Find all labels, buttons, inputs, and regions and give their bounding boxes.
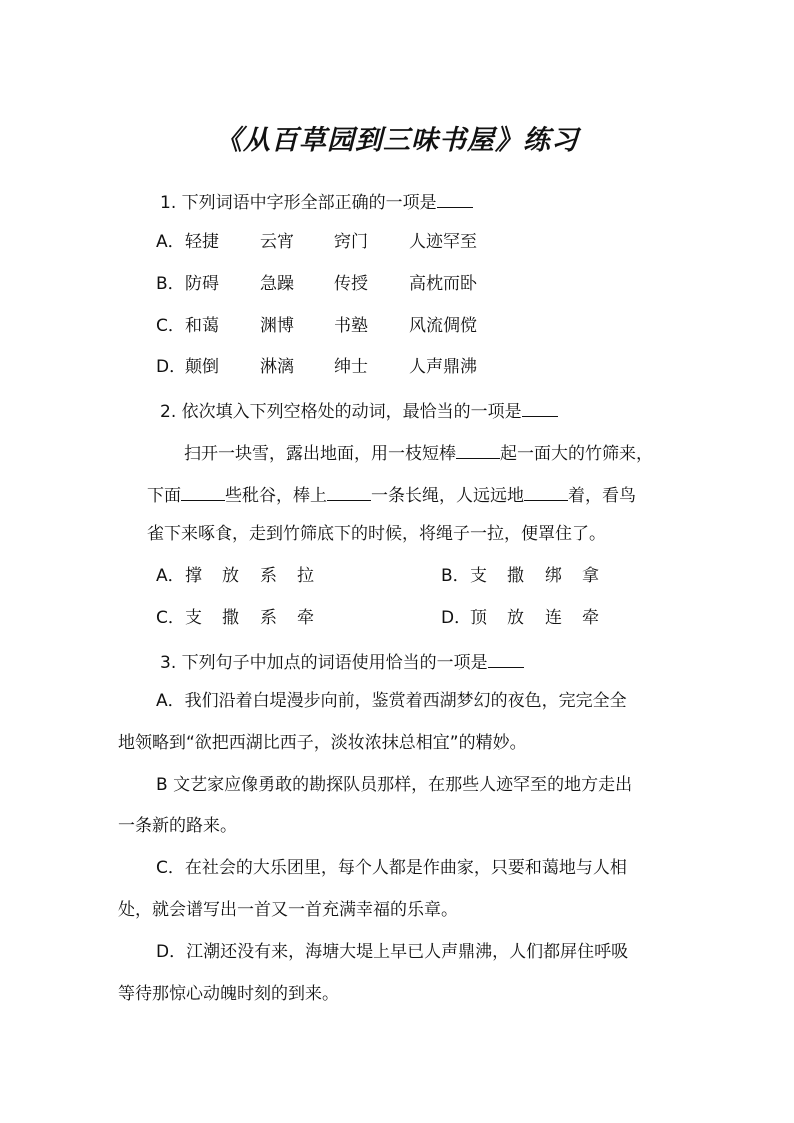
passage-text: 下面 [147,486,181,506]
q3-option-c-line-1: C．在社会的大乐团里，每个人都是作曲家，只要和蔼地与人相 [156,858,627,878]
option-letter: B． [441,566,470,586]
q2-passage-line-1 [184,440,653,465]
passage-text: 着，看鸟 [568,486,636,506]
option-word: 系 [260,566,277,586]
option-word: 传授 [334,274,368,294]
option-word: 和蔼 [185,316,219,336]
option-word: 颠倒 [185,357,219,377]
option-letter: A． [156,566,185,586]
option-word: 人迹罕至 [409,232,477,252]
option-word: 云宵 [260,232,294,252]
option-word: 窍门 [334,232,368,252]
option-word: 拉 [297,566,314,586]
option-word: 人声鼎沸 [409,357,477,377]
option-letter: D． [441,608,472,628]
option-letter: B． [156,274,185,294]
option-word: 支 [185,608,202,628]
q2-passage-line-2 [147,482,636,507]
option-word: 放 [222,566,239,586]
passage-text: 一条长绳，人远远地 [371,486,524,506]
question-3-stem: 3. 下列句子中加点的词语使用恰当的一项是 [160,653,488,673]
option-word: 拿 [582,566,599,586]
q2-option-d [441,607,599,629]
q2-option-a [156,565,314,587]
option-word: 渊博 [260,316,294,336]
option-word: 撑 [185,566,202,586]
q2-option-c [156,607,314,629]
q1-option-d [156,356,477,378]
option-word: 撒 [507,566,524,586]
option-word: 轻捷 [185,232,219,252]
question-1 [160,189,473,214]
answer-blank [522,398,558,417]
fill-blank [456,440,500,459]
q3-option-a-line-1: A．我们沿着白堤漫步向前，鉴赏着西湖梦幻的夜色，完完全全 [156,691,627,711]
answer-blank [488,649,524,668]
option-letter: C． [156,608,185,628]
option-word: 支 [470,566,487,586]
q3-option-c-line-2: 处，就会谱写出一首又一首充满幸福的乐章。 [118,900,458,920]
q1-option-c [156,315,477,337]
q3-option-a-line-2: 地领略到“欲把西湖比西子，淡妆浓抹总相宜”的精妙。 [118,733,527,753]
fill-blank [181,482,225,501]
fill-blank [327,482,371,501]
passage-text: 些秕谷，棒上 [225,486,327,506]
option-letter: C． [156,316,185,336]
option-word: 系 [260,608,277,628]
option-letter: D． [156,357,187,377]
q3-option-b-line-1: B 文艺家应像勇敢的勘探队员那样，在那些人迹罕至的地方走出 [156,775,633,795]
question-1-stem: 1. 下列词语中字形全部正确的一项是 [160,193,437,213]
option-word: 风流倜傥 [409,316,477,336]
option-word: 绅士 [334,357,368,377]
page-title: 《从百草园到三味书屋》练习 [215,125,579,156]
fill-blank [524,482,568,501]
passage-text: 扫开一块雪，露出地面，用一枝短棒 [184,444,456,464]
option-word: 书塾 [334,316,368,336]
option-word: 急躁 [260,274,294,294]
passage-text: 起一面大的竹筛来， [500,444,653,464]
option-word: 顶 [470,608,487,628]
option-letter: A． [156,232,185,252]
question-3 [160,649,524,674]
question-2 [160,398,558,423]
option-word: 放 [507,608,524,628]
option-word: 高枕而卧 [409,274,477,294]
option-word: 牵 [297,608,314,628]
q3-option-b-line-2: 一条新的路来。 [118,816,237,836]
option-word: 防碍 [185,274,219,294]
q2-option-b [441,565,599,587]
answer-blank [437,189,473,208]
question-2-stem: 2. 依次填入下列空格处的动词，最恰当的一项是 [160,402,522,422]
option-word: 牵 [582,608,599,628]
option-word: 淋漓 [260,357,294,377]
q1-option-a [156,231,477,253]
option-word: 撒 [222,608,239,628]
passage-text: 雀下来啄食，走到竹筛底下的时候，将绳子一拉，便罩住了。 [147,524,606,544]
q1-option-b [156,273,477,295]
option-word: 绑 [545,566,562,586]
q3-option-d-line-1: D．江潮还没有来，海塘大堤上早已人声鼎沸，人们都屏住呼吸 [156,942,629,962]
option-word: 连 [545,608,562,628]
q2-passage-line-3 [147,523,606,545]
q3-option-d-line-2: 等待那惊心动魄时刻的到来。 [118,984,339,1004]
